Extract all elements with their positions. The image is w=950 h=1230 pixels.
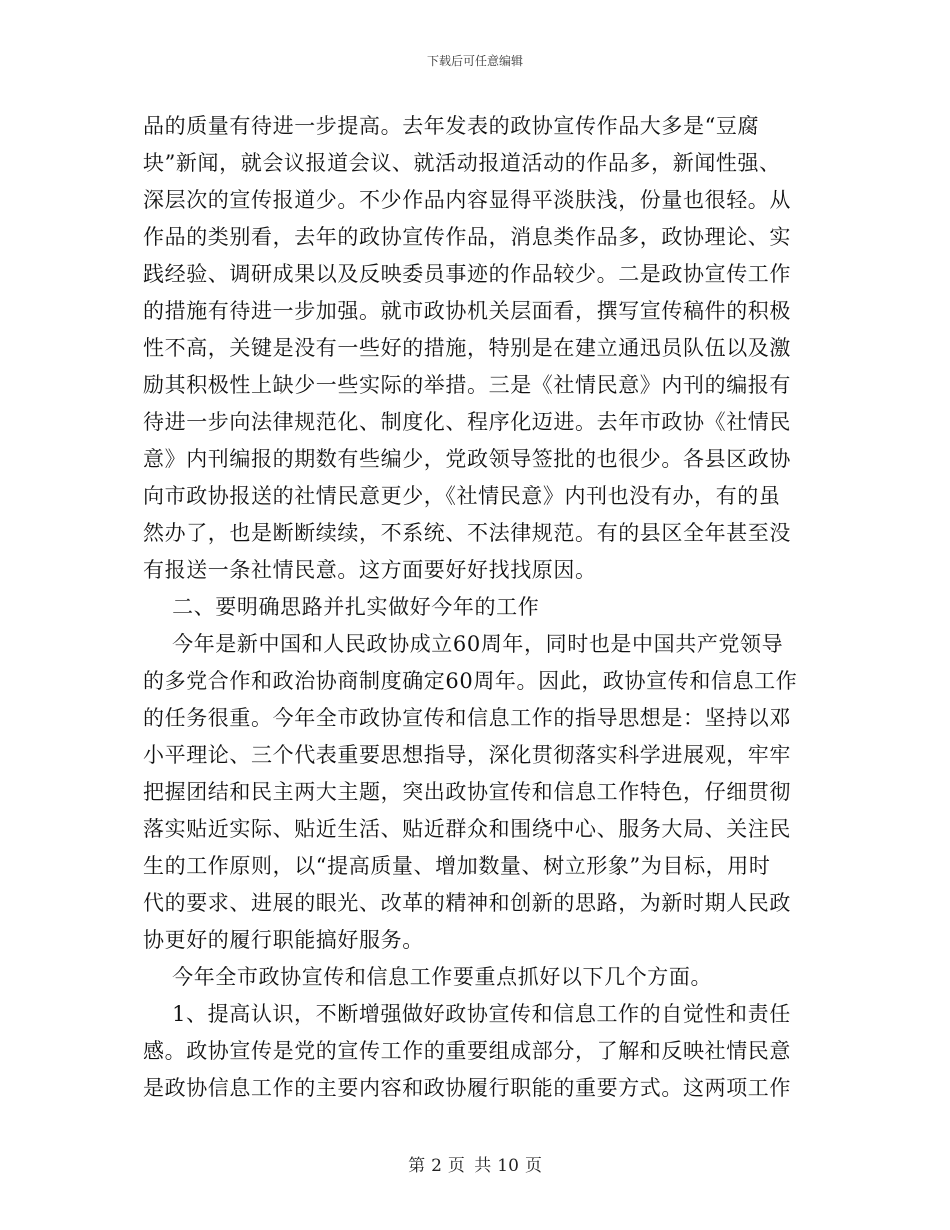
body-line: 待进一步向法律规范化、制度化、程序化迈进。去年市政协《社情民 (143, 410, 791, 434)
page-suffix: 页 (524, 1156, 542, 1176)
page-number: 2 (431, 1156, 442, 1176)
body-line: 的措施有待进一步加强。就市政协机关层面看，撰写宣传稿件的积极 (143, 299, 791, 323)
body-line: 意》内刊编报的期数有些编少，党政领导签批的也很少。各县区政协 (143, 447, 791, 471)
body-line: 感。政协宣传是党的宣传工作的重要组成部分，了解和反映社情民意 (143, 1039, 791, 1063)
body-line: 性不高，关键是没有一些好的措施，特别是在建立通迅员队伍以及激 (143, 336, 791, 360)
paragraph-first-line: 1、提高认识，不断增强做好政协宣传和信息工作的自觉性和责任 (143, 1002, 791, 1026)
page-header-note: 下载后可任意编辑 (426, 54, 523, 68)
page-footer (0, 1155, 950, 1177)
body-line: 块”新闻，就会议报道会议、就活动报道活动的作品多，新闻性强、 (143, 151, 781, 175)
document-body (143, 108, 813, 1107)
body-line: 作品的类别看，去年的政协宣传作品，消息类作品多，政协理论、实 (143, 225, 791, 249)
page-prefix: 第 (408, 1156, 426, 1176)
paragraph-first-line: 今年全市政协宣传和信息工作要重点抓好以下几个方面。 (143, 965, 713, 989)
body-line: 小平理论、三个代表重要思想指导，深化贯彻落实科学进展观，牢牢 (143, 743, 791, 767)
body-line: 的任务很重。今年全市政协宣传和信息工作的指导思想是：坚持以邓 (143, 706, 791, 730)
body-line: 有报送一条社情民意。这方面要好好找找原因。 (143, 558, 597, 582)
body-line: 生的工作原则，以“提高质量、增加数量、树立形象”为目标，用时 (143, 854, 771, 878)
body-line: 然办了，也是断断续续，不系统、不法律规范。有的县区全年甚至没 (143, 521, 791, 545)
body-line: 向市政协报送的社情民意更少，《社情民意》内刊也没有办，有的虽 (143, 484, 781, 508)
section-heading: 二、要明确思路并扎实做好今年的工作 (143, 595, 540, 619)
page-mid: 页 共 (447, 1156, 492, 1176)
page-total: 10 (497, 1156, 519, 1176)
body-line: 协更好的履行职能搞好服务。 (143, 928, 424, 952)
paragraph-first-line: 今年是新中国和人民政协成立60周年，同时也是中国共产党领导 (143, 632, 784, 656)
body-line: 励其积极性上缺少一些实际的举措。三是《社情民意》内刊的编报有 (143, 373, 791, 397)
body-line: 深层次的宣传报道少。不少作品内容显得平淡肤浅，份量也很轻。从 (143, 188, 791, 212)
body-line: 代的要求、进展的眼光、改革的精神和创新的思路，为新时期人民政 (143, 891, 791, 915)
body-line: 品的质量有待进一步提高。去年发表的政协宣传作品大多是“豆腐 (143, 114, 760, 138)
body-line: 的多党合作和政治协商制度确定60周年。因此，政协宣传和信息工作 (143, 669, 798, 693)
body-line: 践经验、调研成果以及反映委员事迹的作品较少。二是政协宣传工作 (143, 262, 791, 286)
body-line: 把握团结和民主两大主题，突出政协宣传和信息工作特色，仔细贯彻 (143, 780, 791, 804)
body-line: 是政协信息工作的主要内容和政协履行职能的重要方式。这两项工作 (143, 1076, 791, 1100)
body-line: 落实贴近实际、贴近生活、贴近群众和围绕中心、服务大局、关注民 (143, 817, 791, 841)
